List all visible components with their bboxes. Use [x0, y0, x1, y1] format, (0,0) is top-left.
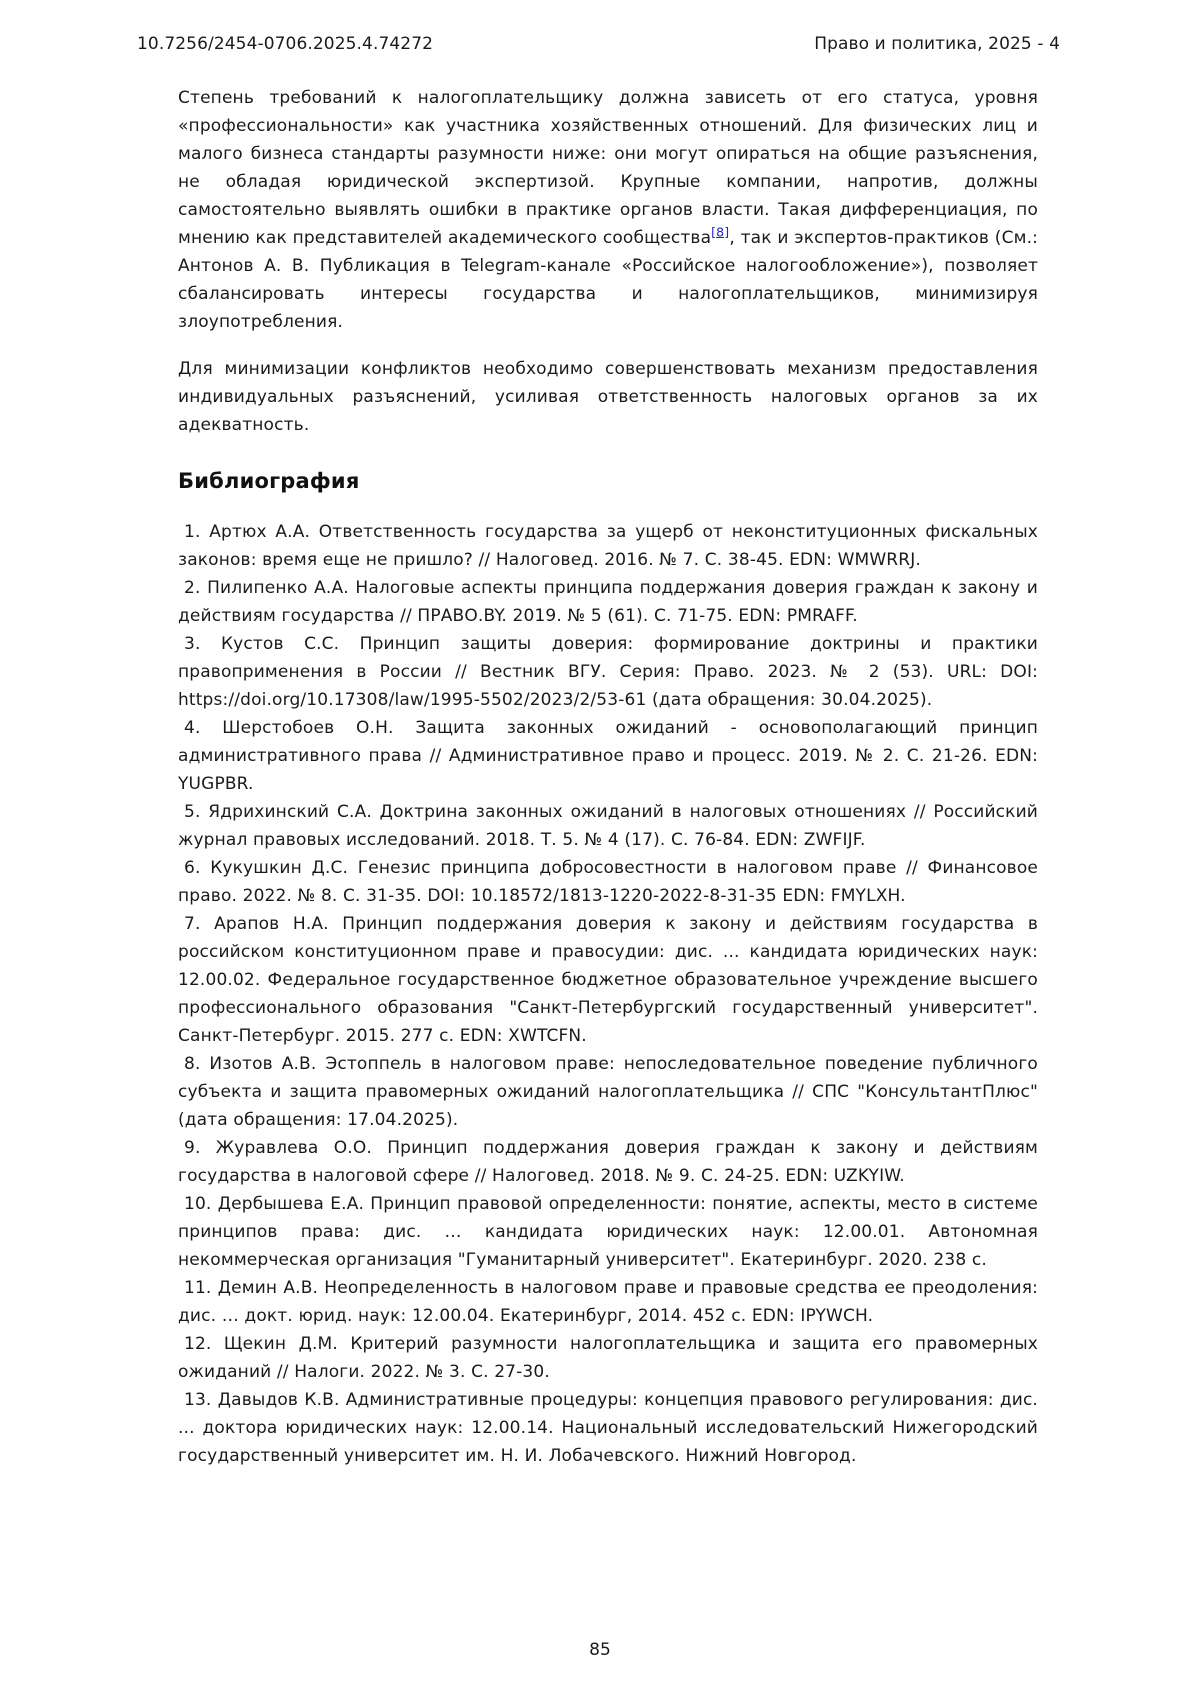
- bibliography-entry: 6. Кукушкин Д.С. Генезис принципа добросовестности в налоговом праве // Финансовое право. 2022. № 8. С. 31-35. DOI: 10.18572/1813-1220-2022-8-31-35 EDN: FMYLXH.: [178, 858, 1038, 906]
- bibliography-entry: 7. Арапов Н.А. Принцип поддержания доверия к закону и действиям государства в российском конституционном праве и правосудии: дис. ... кандидата юридических наук: 12.00.02. Федеральное государственное бюджетное образовательное учреждение высшего профессионального образования "Санкт-Петербургский государственный университет". Санкт-Петербург. 2015. 277 с. EDN: XWTCFN.: [178, 914, 1038, 1046]
- header-doi: 10.7256/2454-0706.2025.4.74272: [137, 34, 434, 54]
- bibliography-entry: 13. Давыдов К.В. Административные процедуры: концепция правового регулирования: дис. ... доктора юридических наук: 12.00.14. Национальный исследовательский Нижегородский государственный университет им. Н. И. Лобачевского. Нижний Новгород.: [178, 1390, 1038, 1466]
- page-number: 85: [589, 1640, 611, 1660]
- bibliography-entry: 2. Пилипенко А.А. Налоговые аспекты принципа поддержания доверия граждан к закону и действиям государства // ПРАВО.BY. 2019. № 5 (61). С. 71-75. EDN: PMRAFF.: [178, 578, 1038, 626]
- footnote-ref-8-link[interactable]: [8]: [711, 224, 730, 240]
- bibliography-entry: 12. Щекин Д.М. Критерий разумности налогоплательщика и защита его правомерных ожиданий // Налоги. 2022. № 3. С. 27-30.: [178, 1334, 1038, 1382]
- bibliography-entry: 8. Изотов А.В. Эстоппель в налоговом праве: непоследовательное поведение публичного субъекта и защита правомерных ожиданий налогоплательщика // СПС "КонсультантПлюс" (дата обращения: 17.04.2025).: [178, 1054, 1038, 1130]
- article-body: [178, 84, 1038, 1470]
- bibliography-entry: 1. Артюх А.А. Ответственность государства за ущерб от неконституционных фискальных законов: время еще не пришло? // Налоговед. 2016. № 7. С. 38-45. EDN: WMWRRJ.: [178, 522, 1038, 570]
- bibliography-heading: Библиография: [178, 469, 360, 493]
- bibliography-entry: 3. Кустов С.С. Принцип защиты доверия: формирование доктрины и практики правоприменения в России // Вестник ВГУ. Серия: Право. 2023. № 2 (53). URL: DOI: https://doi.org/10.17308/law/1995-5502/2023/2/53-61 (дата обращения: 30.04.2025).: [178, 634, 1038, 710]
- paragraph: Для минимизации конфликтов необходимо совершенствовать механизм предоставления индивидуальных разъяснений, усиливая ответственность налоговых органов за их адекватность.: [178, 359, 1038, 435]
- paragraph-text: , так и экспертов-практиков (См.: Антонов А. В. Публикация в Telegram-канале «Российское налогообложение»), позволяет сбалансировать интересы государства и налогоплательщиков, минимизируя злоупотребления.: [178, 228, 1038, 332]
- bibliography-entry: 11. Демин А.В. Неопределенность в налоговом праве и правовые средства ее преодоления: дис. … докт. юрид. наук: 12.00.04. Екатеринбург, 2014. 452 с. EDN: IPYWCH.: [178, 1278, 1038, 1326]
- bibliography-entry: 5. Ядрихинский С.А. Доктрина законных ожиданий в налоговых отношениях // Российский журнал правовых исследований. 2018. Т. 5. № 4 (17). С. 76-84. EDN: ZWFIJF.: [178, 802, 1038, 850]
- page-header: [0, 0, 1200, 54]
- bibliography-entry: 10. Дербышева Е.А. Принцип правовой определенности: понятие, аспекты, место в системе принципов права: дис. … кандидата юридических наук: 12.00.01. Автономная некоммерческая организация "Гуманитарный университет". Екатеринбург. 2020. 238 с.: [178, 1194, 1038, 1270]
- bibliography-entry: 9. Журавлева О.О. Принцип поддержания доверия граждан к закону и действиям государства в налоговой сфере // Налоговед. 2018. № 9. С. 24-25. EDN: UZKYIW.: [178, 1138, 1038, 1186]
- bibliography-entry: 4. Шерстобоев О.Н. Защита законных ожиданий - основополагающий принцип административного права // Административное право и процесс. 2019. № 2. С. 21-26. EDN: YUGPBR.: [178, 718, 1038, 794]
- bibliography-list: [178, 518, 1038, 1470]
- paragraph-text: Степень требований к налогоплательщику должна зависеть от его статуса, уровня «профессиональности» как участника хозяйственных отношений. Для физических лиц и малого бизнеса стандарты разумности ниже: они могут опираться на общие разъяснения, не обладая юридической экспертизой. Крупные компании, напротив, должны самостоятельно выявлять ошибки в практике органов власти. Такая дифференциация, по мнению как представителей академического сообщества: [178, 88, 1038, 248]
- header-journal-title: Право и политика, 2025 - 4: [814, 34, 1060, 54]
- paragraph: [178, 84, 1038, 336]
